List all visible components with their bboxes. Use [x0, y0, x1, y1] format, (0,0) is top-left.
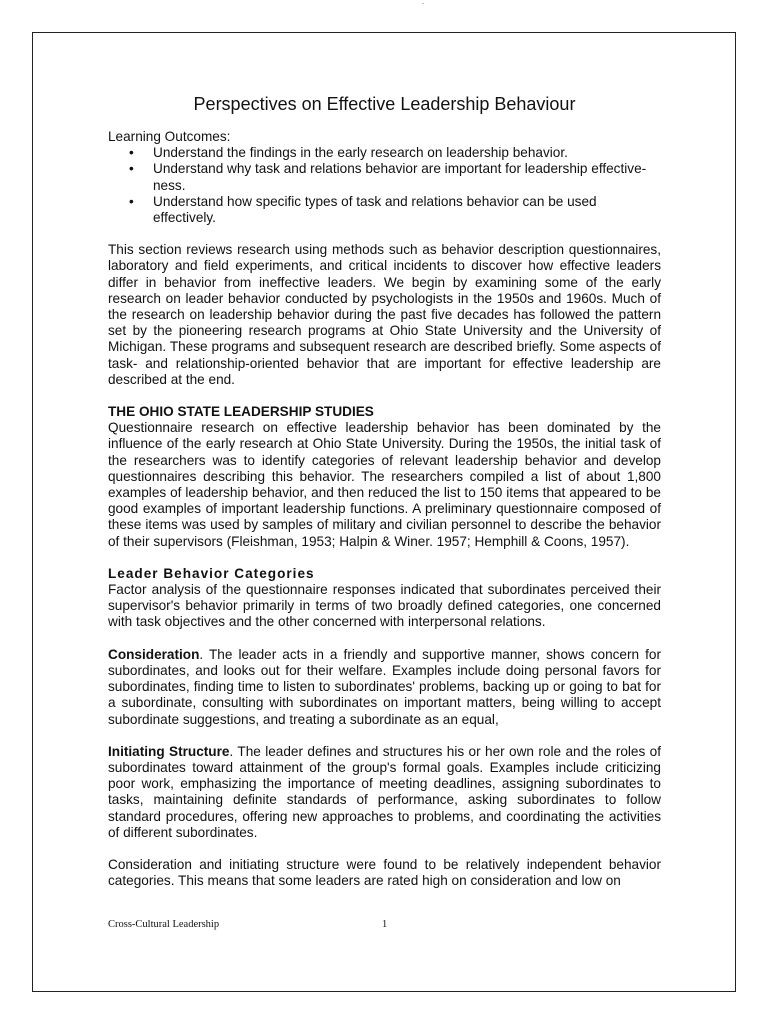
learning-outcomes-label: Learning Outcomes: [108, 129, 231, 144]
ohio-section-heading: THE OHIO STATE LEADERSHIP STUDIES [108, 404, 374, 420]
intro-paragraph: This section reviews research using methods such as behavior description questionnaires, laboratory and field experiments, and critical incidents to discover how effective leaders differ in behavior from ineffective leaders. We begin by examining some of the early research on leader behavior conducted by psychologists in the 1950s and 1960s. Much of the research on leadership behavior during the past five decades has followed the pattern set by the pioneering research programs at Ohio State University and the University of Michigan. These programs and subsequent research are described briefly. Some aspects of task- and relationship-oriented behavior that are important for effective leadership are described at the end. [108, 242, 661, 387]
list-item: • Understand how specific types of task and relations behavior can be used effectively. [108, 194, 661, 226]
page-number: 1 [382, 919, 388, 930]
document-page [32, 32, 736, 992]
initiating-structure-term: Initiating Structure [108, 743, 230, 759]
closing-paragraph: Consideration and initiating structure were found to be relatively independent behavior categories. This means that some leaders are rated high on consideration and low on [108, 856, 661, 889]
consideration-paragraph [108, 647, 661, 728]
page-footer [108, 919, 661, 930]
top-mark: ˙ [422, 2, 425, 12]
page-content [108, 93, 661, 889]
page-title: Perspectives on Effective Leadership Behaviour [193, 94, 576, 114]
list-item: • Understand why task and relations behavior are important for leadership effective-ness. [108, 161, 661, 193]
initiating-structure-paragraph [108, 744, 661, 841]
ohio-section-body: Questionnaire research on effective leadership behavior has been dominated by the influence of the early research at Ohio State University. During the 1950s, the initial task of the researchers was to identify categories of relevant leadership behavior and develop questionnaires describing this behavior. The researchers compiled a list of about 1,800 examples of leadership behavior, and then reduced the list to 150 items that appeared to be good examples of important leadership functions. A preliminary questionnaire composed of these items was used by samples of military and civilian personnel to describe the behavior of their supervisors (Fleishman, 1953; Halpin & Winer. 1957; Hemphill & Coons, 1957). [108, 420, 661, 549]
footer-title: Cross-Cultural Leadership [108, 919, 220, 930]
categories-section-heading: Leader Behavior Categories [108, 565, 315, 581]
consideration-term: Consideration [108, 646, 200, 662]
consideration-text: . The leader acts in a friendly and supportive manner, shows concern for subordinates, and looks out for their welfare. Examples include doing personal favors for subordinates, finding time to listen to subordinates' problems, backing up or going to bat for a subordinate, consulting with subordinates on important matters, being willing to accept subordinate suggestions, and treating a subordinate as an equal, [108, 646, 661, 727]
learning-outcomes-list [108, 145, 661, 226]
categories-section-body: Factor analysis of the questionnaire responses indicated that subordinates perceived their supervisor's behavior primarily in terms of two broadly defined categories, one concerned with task objectives and the other concerned with interpersonal relations. [108, 582, 661, 630]
initiating-structure-text: . The leader defines and structures his or her own role and the roles of subordinates toward attainment of the group's formal goals. Examples include criticizing poor work, emphasizing the importance of meeting deadlines, assigning subordinates to tasks, maintaining definite standards of performance, asking subordinates to follow standard procedures, offering new approaches to problems, and coordinating the activities of different subordinates. [108, 743, 662, 840]
list-item: • Understand the findings in the early research on leadership behavior. [108, 145, 661, 161]
